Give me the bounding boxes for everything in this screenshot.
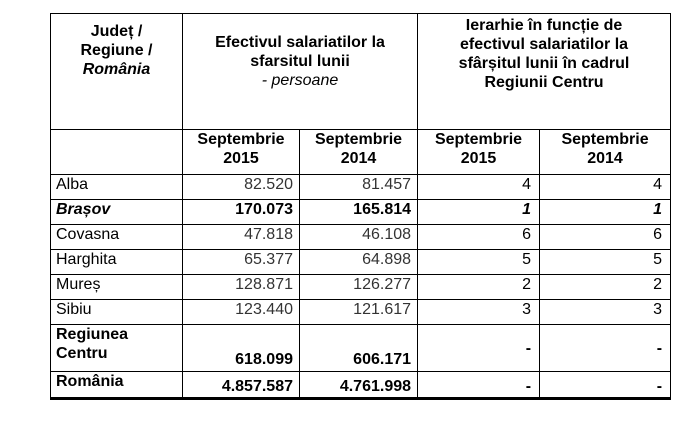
ranking-header-line-2: efectivul salariatilor la: [459, 36, 629, 53]
subheader-month: Septembrie: [197, 131, 285, 148]
table-row: [51, 250, 671, 275]
region-employees-2015: 618.099: [183, 325, 300, 372]
ranking-column-header: [418, 14, 671, 130]
subheader-year: 2015: [460, 150, 497, 167]
region-name-line-2: Centru: [56, 345, 108, 362]
table-row: [51, 300, 671, 325]
employees-2015: 82.520: [183, 175, 300, 200]
region-name-line-1: Regiunea: [56, 326, 129, 343]
county-name: Harghita: [51, 250, 183, 275]
country-rank-2014: -: [540, 372, 671, 399]
subheader-month: Septembrie: [434, 131, 523, 148]
region-header-line-1: Județ /: [90, 23, 143, 40]
county-name: Mureș: [51, 275, 183, 300]
county-name: Sibiu: [51, 300, 183, 325]
country-employees-2014: 4.761.998: [300, 372, 418, 399]
country-employees-2015: 4.857.587: [183, 372, 300, 399]
region-employees-2014: 606.171: [300, 325, 418, 372]
rank-2015: 5: [418, 250, 540, 275]
ranking-header-line-4: Regiunii Centru: [484, 74, 604, 91]
subheader-ranking-2014: [540, 130, 671, 175]
county-name: Alba: [51, 175, 183, 200]
employees-2014: 64.898: [300, 250, 418, 275]
region-total-row: [51, 325, 671, 372]
region-column-header: [51, 14, 183, 130]
region-rank-2014: -: [540, 325, 671, 372]
country-rank-2015: -: [418, 372, 540, 399]
subheader-year: 2015: [223, 150, 259, 167]
rank-2014: 1: [540, 200, 671, 225]
employees-header-line-2: sfarsitul lunii: [250, 53, 350, 70]
employees-2015: 170.073: [183, 200, 300, 225]
country-total-row: [51, 372, 671, 399]
employees-header-line-1: Efectivul salariatilor la: [215, 34, 385, 51]
subheader-employees-2015: [183, 130, 300, 175]
rank-2014: 2: [540, 275, 671, 300]
employees-2015: 128.871: [183, 275, 300, 300]
employees-2014: 46.108: [300, 225, 418, 250]
employees-2014: 126.277: [300, 275, 418, 300]
employees-2014: 121.617: [300, 300, 418, 325]
employees-2015: 47.818: [183, 225, 300, 250]
employees-2015: 65.377: [183, 250, 300, 275]
region-header-line-2: Regiune /: [80, 42, 153, 59]
subheader-ranking-2015: [418, 130, 540, 175]
rank-2015: 2: [418, 275, 540, 300]
rank-2014: 5: [540, 250, 671, 275]
subheader-month: Septembrie: [561, 131, 649, 148]
rank-2015: 3: [418, 300, 540, 325]
region-header-line-3: România: [82, 61, 151, 78]
region-rank-2015: -: [418, 325, 540, 372]
employees-2014: 165.814: [300, 200, 418, 225]
country-name: România: [51, 372, 183, 399]
employees-column-header: [183, 14, 418, 130]
table-row: [51, 225, 671, 250]
rank-2014: 3: [540, 300, 671, 325]
subheader-month: Septembrie: [314, 131, 403, 148]
ranking-header-line-1: Ierarhie în funcție de: [465, 17, 623, 34]
employees-table: [50, 13, 671, 400]
rank-2015: 1: [418, 200, 540, 225]
region-name: [51, 325, 183, 372]
subheader-blank-cell: [51, 130, 183, 175]
table-row: [51, 175, 671, 200]
subheader-year: 2014: [340, 150, 377, 167]
employees-header-unit: - persoane: [261, 72, 339, 89]
rank-2014: 4: [540, 175, 671, 200]
header-row: [51, 14, 671, 130]
employees-2015: 123.440: [183, 300, 300, 325]
rank-2014: 6: [540, 225, 671, 250]
table-row: [51, 200, 671, 225]
subheader-year: 2014: [587, 150, 623, 167]
table-row: [51, 275, 671, 300]
ranking-header-line-3: sfârșitul lunii în cadrul: [458, 55, 630, 72]
employees-2014: 81.457: [300, 175, 418, 200]
subheader-employees-2014: [300, 130, 418, 175]
rank-2015: 4: [418, 175, 540, 200]
county-name: Brașov: [51, 200, 183, 225]
subheader-row: [51, 130, 671, 175]
county-name: Covasna: [51, 225, 183, 250]
rank-2015: 6: [418, 225, 540, 250]
